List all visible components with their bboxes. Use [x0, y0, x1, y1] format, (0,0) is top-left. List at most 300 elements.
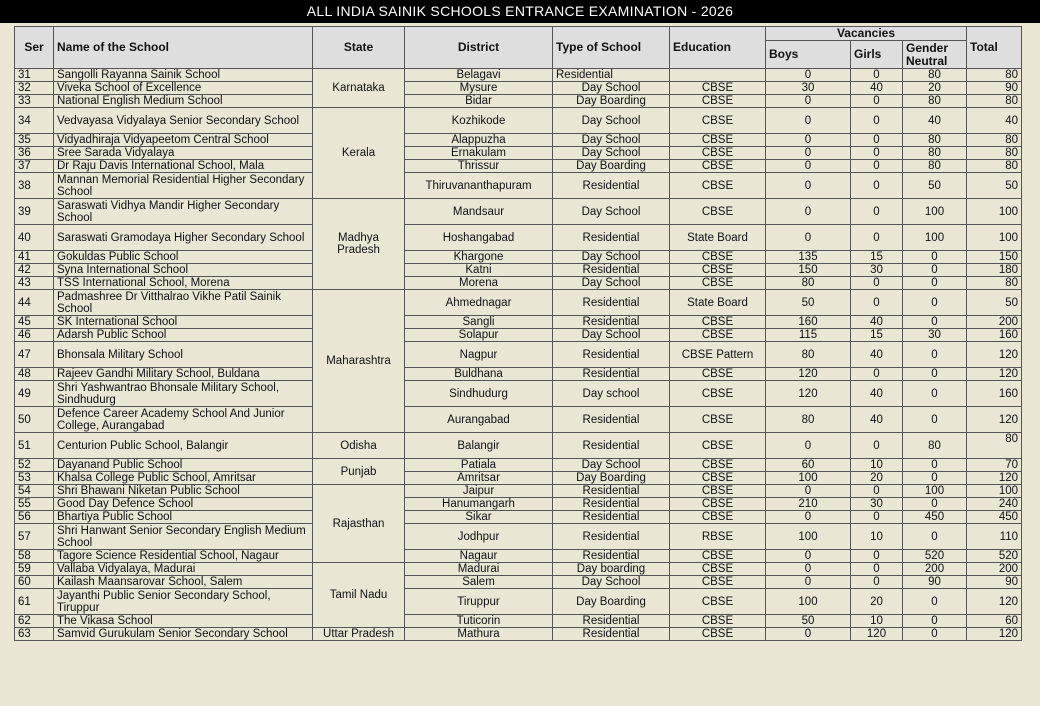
- cell-education: CBSE: [670, 550, 766, 563]
- cell-gender-neutral: 0: [903, 381, 967, 407]
- cell-type: Residential: [553, 433, 670, 459]
- cell-gender-neutral: 0: [903, 498, 967, 511]
- cell-type: Residential: [553, 173, 670, 199]
- table-row: [15, 290, 1022, 316]
- cell-ser: 62: [15, 615, 54, 628]
- cell-total: 60: [967, 615, 1022, 628]
- cell-type: Residential: [553, 511, 670, 524]
- cell-gender-neutral: 0: [903, 407, 967, 433]
- cell-district: Sindhudurg: [405, 381, 553, 407]
- cell-school-name: Vedvayasa Vidyalaya Senior Secondary School: [54, 108, 313, 134]
- cell-girls: 0: [851, 108, 903, 134]
- cell-education: CBSE: [670, 134, 766, 147]
- cell-school-name: Rajeev Gandhi Military School, Buldana: [54, 368, 313, 381]
- cell-ser: 57: [15, 524, 54, 550]
- cell-type: Day School: [553, 108, 670, 134]
- cell-type: Day School: [553, 576, 670, 589]
- cell-state: Punjab: [313, 459, 405, 485]
- cell-district: Sikar: [405, 511, 553, 524]
- cell-girls: 0: [851, 134, 903, 147]
- cell-ser: 60: [15, 576, 54, 589]
- cell-girls: 0: [851, 368, 903, 381]
- cell-girls: 10: [851, 615, 903, 628]
- cell-ser: 58: [15, 550, 54, 563]
- cell-ser: 44: [15, 290, 54, 316]
- cell-type: Residential: [553, 615, 670, 628]
- cell-boys: 0: [766, 563, 851, 576]
- cell-gender-neutral: 80: [903, 433, 967, 459]
- cell-girls: 20: [851, 589, 903, 615]
- cell-district: Alappuzha: [405, 134, 553, 147]
- cell-education: CBSE: [670, 459, 766, 472]
- table-row: [15, 199, 1022, 225]
- cell-boys: 135: [766, 251, 851, 264]
- cell-state: Uttar Pradesh: [313, 628, 405, 641]
- cell-district: Hoshangabad: [405, 225, 553, 251]
- table-row: [15, 225, 1022, 251]
- cell-gender-neutral: 100: [903, 225, 967, 251]
- cell-education: CBSE: [670, 381, 766, 407]
- cell-type: Day School: [553, 134, 670, 147]
- table-row: [15, 277, 1022, 290]
- table-row: [15, 550, 1022, 563]
- cell-education: CBSE: [670, 433, 766, 459]
- cell-gender-neutral: 0: [903, 589, 967, 615]
- cell-boys: 30: [766, 82, 851, 95]
- cell-type: Day School: [553, 329, 670, 342]
- page-title: ALL INDIA SAINIK SCHOOLS ENTRANCE EXAMINATION - 2026: [0, 0, 1040, 23]
- cell-education: CBSE: [670, 251, 766, 264]
- cell-school-name: National English Medium School: [54, 95, 313, 108]
- cell-gender-neutral: 0: [903, 472, 967, 485]
- cell-girls: 0: [851, 225, 903, 251]
- table-row: [15, 329, 1022, 342]
- cell-education: CBSE: [670, 108, 766, 134]
- cell-total: 240: [967, 498, 1022, 511]
- cell-school-name: Kailash Maansarovar School, Salem: [54, 576, 313, 589]
- cell-district: Balangir: [405, 433, 553, 459]
- cell-boys: 0: [766, 134, 851, 147]
- cell-school-name: Adarsh Public School: [54, 329, 313, 342]
- cell-total: 70: [967, 459, 1022, 472]
- cell-total: 80: [967, 277, 1022, 290]
- table-row: [15, 563, 1022, 576]
- cell-boys: 0: [766, 95, 851, 108]
- cell-district: Amritsar: [405, 472, 553, 485]
- table-row: [15, 95, 1022, 108]
- cell-district: Madurai: [405, 563, 553, 576]
- cell-girls: 15: [851, 251, 903, 264]
- cell-girls: 0: [851, 173, 903, 199]
- table-body: [15, 69, 1022, 641]
- cell-state: Odisha: [313, 433, 405, 459]
- cell-ser: 51: [15, 433, 54, 459]
- cell-education: RBSE: [670, 524, 766, 550]
- cell-school-name: Good Day Defence School: [54, 498, 313, 511]
- cell-district: Buldhana: [405, 368, 553, 381]
- cell-school-name: Dayanand Public School: [54, 459, 313, 472]
- cell-total: 120: [967, 589, 1022, 615]
- cell-education: CBSE: [670, 329, 766, 342]
- cell-girls: 40: [851, 82, 903, 95]
- cell-total: 80: [967, 433, 1022, 459]
- cell-type: Day Boarding: [553, 95, 670, 108]
- cell-type: Residential: [553, 485, 670, 498]
- cell-education: CBSE: [670, 82, 766, 95]
- cell-girls: 0: [851, 511, 903, 524]
- table-row: [15, 433, 1022, 459]
- cell-district: Nagaur: [405, 550, 553, 563]
- cell-total: 100: [967, 225, 1022, 251]
- table-row: [15, 628, 1022, 641]
- cell-education: CBSE: [670, 264, 766, 277]
- cell-district: Salem: [405, 576, 553, 589]
- cell-girls: 0: [851, 290, 903, 316]
- cell-school-name: TSS International School, Morena: [54, 277, 313, 290]
- cell-gender-neutral: 80: [903, 147, 967, 160]
- cell-gender-neutral: 0: [903, 290, 967, 316]
- cell-girls: 40: [851, 381, 903, 407]
- cell-type: Day School: [553, 251, 670, 264]
- cell-boys: 60: [766, 459, 851, 472]
- cell-gender-neutral: 450: [903, 511, 967, 524]
- cell-ser: 54: [15, 485, 54, 498]
- cell-type: Residential: [553, 342, 670, 368]
- cell-girls: 20: [851, 472, 903, 485]
- cell-state: Rajasthan: [313, 485, 405, 563]
- cell-total: 120: [967, 472, 1022, 485]
- cell-district: Ahmednagar: [405, 290, 553, 316]
- cell-type: Day Boarding: [553, 160, 670, 173]
- table-row: [15, 524, 1022, 550]
- cell-girls: 0: [851, 576, 903, 589]
- cell-state: Maharashtra: [313, 290, 405, 433]
- cell-state: Madhya Pradesh: [313, 199, 405, 290]
- cell-state: Kerala: [313, 108, 405, 199]
- cell-education: CBSE: [670, 472, 766, 485]
- cell-district: Mandsaur: [405, 199, 553, 225]
- cell-girls: 0: [851, 160, 903, 173]
- cell-girls: 0: [851, 277, 903, 290]
- cell-girls: 0: [851, 550, 903, 563]
- cell-gender-neutral: 40: [903, 108, 967, 134]
- cell-type: Day School: [553, 277, 670, 290]
- cell-girls: 0: [851, 433, 903, 459]
- table-row: [15, 459, 1022, 472]
- cell-gender-neutral: 0: [903, 342, 967, 368]
- schools-table: [14, 26, 1022, 641]
- cell-total: 160: [967, 329, 1022, 342]
- cell-boys: 115: [766, 329, 851, 342]
- cell-education: CBSE: [670, 563, 766, 576]
- cell-type: Residential: [553, 69, 670, 82]
- cell-gender-neutral: 520: [903, 550, 967, 563]
- cell-district: Belagavi: [405, 69, 553, 82]
- cell-school-name: Khalsa College Public School, Amritsar: [54, 472, 313, 485]
- cell-education: CBSE: [670, 95, 766, 108]
- cell-district: Tuticorin: [405, 615, 553, 628]
- cell-type: Day School: [553, 82, 670, 95]
- cell-ser: 38: [15, 173, 54, 199]
- cell-ser: 48: [15, 368, 54, 381]
- cell-type: Residential: [553, 628, 670, 641]
- cell-education: CBSE: [670, 576, 766, 589]
- cell-district: Khargone: [405, 251, 553, 264]
- cell-boys: 80: [766, 407, 851, 433]
- cell-total: 160: [967, 381, 1022, 407]
- table-row: [15, 134, 1022, 147]
- table-row: [15, 511, 1022, 524]
- cell-ser: 40: [15, 225, 54, 251]
- cell-ser: 45: [15, 316, 54, 329]
- cell-ser: 59: [15, 563, 54, 576]
- cell-education: CBSE: [670, 615, 766, 628]
- cell-girls: 30: [851, 264, 903, 277]
- cell-gender-neutral: 20: [903, 82, 967, 95]
- table-row: [15, 589, 1022, 615]
- cell-total: 120: [967, 368, 1022, 381]
- cell-district: Mathura: [405, 628, 553, 641]
- cell-ser: 63: [15, 628, 54, 641]
- cell-school-name: Saraswati Vidhya Mandir Higher Secondary School: [54, 199, 313, 225]
- cell-school-name: Tagore Science Residential School, Nagaur: [54, 550, 313, 563]
- cell-school-name: Bhonsala Military School: [54, 342, 313, 368]
- cell-girls: 0: [851, 69, 903, 82]
- cell-education: CBSE: [670, 589, 766, 615]
- cell-boys: 0: [766, 225, 851, 251]
- cell-total: 80: [967, 147, 1022, 160]
- cell-ser: 50: [15, 407, 54, 433]
- cell-gender-neutral: 100: [903, 199, 967, 225]
- cell-school-name: SK International School: [54, 316, 313, 329]
- cell-total: 100: [967, 199, 1022, 225]
- cell-total: 80: [967, 69, 1022, 82]
- cell-school-name: Padmashree Dr Vitthalrao Vikhe Patil Sainik School: [54, 290, 313, 316]
- cell-total: 200: [967, 316, 1022, 329]
- cell-boys: 80: [766, 277, 851, 290]
- table-row: [15, 576, 1022, 589]
- cell-total: 80: [967, 95, 1022, 108]
- cell-gender-neutral: 0: [903, 459, 967, 472]
- cell-education: CBSE: [670, 316, 766, 329]
- cell-boys: 50: [766, 290, 851, 316]
- cell-education: CBSE: [670, 407, 766, 433]
- cell-total: 450: [967, 511, 1022, 524]
- cell-type: Residential: [553, 524, 670, 550]
- cell-education: CBSE: [670, 368, 766, 381]
- header-girls: Girls: [851, 41, 903, 69]
- cell-gender-neutral: 0: [903, 251, 967, 264]
- cell-education: CBSE: [670, 199, 766, 225]
- cell-type: Day School: [553, 199, 670, 225]
- table-row: [15, 147, 1022, 160]
- cell-district: Patiala: [405, 459, 553, 472]
- cell-total: 80: [967, 134, 1022, 147]
- cell-girls: 0: [851, 199, 903, 225]
- cell-school-name: Syna International School: [54, 264, 313, 277]
- cell-boys: 80: [766, 342, 851, 368]
- cell-ser: 46: [15, 329, 54, 342]
- cell-school-name: The Vikasa School: [54, 615, 313, 628]
- cell-district: Bidar: [405, 95, 553, 108]
- cell-school-name: Centurion Public School, Balangir: [54, 433, 313, 459]
- cell-total: 150: [967, 251, 1022, 264]
- cell-education: CBSE: [670, 511, 766, 524]
- cell-school-name: Defence Career Academy School And Junior College, Aurangabad: [54, 407, 313, 433]
- cell-boys: 0: [766, 199, 851, 225]
- table-row: [15, 498, 1022, 511]
- schools-table-wrapper: [14, 26, 1022, 641]
- cell-ser: 34: [15, 108, 54, 134]
- cell-boys: 0: [766, 550, 851, 563]
- cell-boys: 0: [766, 511, 851, 524]
- cell-gender-neutral: 80: [903, 160, 967, 173]
- table-row: [15, 485, 1022, 498]
- cell-education: CBSE: [670, 628, 766, 641]
- cell-boys: 160: [766, 316, 851, 329]
- header-ser: Ser: [15, 27, 54, 69]
- cell-school-name: Dr Raju Davis International School, Mala: [54, 160, 313, 173]
- cell-type: Residential: [553, 407, 670, 433]
- cell-type: Residential: [553, 316, 670, 329]
- cell-gender-neutral: 50: [903, 173, 967, 199]
- cell-ser: 32: [15, 82, 54, 95]
- cell-type: Day School: [553, 147, 670, 160]
- cell-boys: 0: [766, 628, 851, 641]
- cell-total: 90: [967, 82, 1022, 95]
- cell-school-name: Jayanthi Public Senior Secondary School, Tiruppur: [54, 589, 313, 615]
- cell-education: CBSE: [670, 173, 766, 199]
- cell-total: 200: [967, 563, 1022, 576]
- cell-gender-neutral: 80: [903, 134, 967, 147]
- cell-total: 520: [967, 550, 1022, 563]
- cell-school-name: Shri Yashwantrao Bhonsale Military School, Sindhudurg: [54, 381, 313, 407]
- cell-education: CBSE: [670, 277, 766, 290]
- cell-state: Tamil Nadu: [313, 563, 405, 628]
- cell-district: Mysure: [405, 82, 553, 95]
- cell-total: 180: [967, 264, 1022, 277]
- cell-education: State Board: [670, 290, 766, 316]
- cell-school-name: Sangolli Rayanna Sainik School: [54, 69, 313, 82]
- cell-total: 40: [967, 108, 1022, 134]
- header-name: Name of the School: [54, 27, 313, 69]
- cell-total: 120: [967, 407, 1022, 433]
- table-row: [15, 82, 1022, 95]
- cell-gender-neutral: 0: [903, 277, 967, 290]
- table-row: [15, 160, 1022, 173]
- cell-ser: 39: [15, 199, 54, 225]
- cell-district: Jodhpur: [405, 524, 553, 550]
- cell-boys: 150: [766, 264, 851, 277]
- cell-gender-neutral: 30: [903, 329, 967, 342]
- cell-ser: 53: [15, 472, 54, 485]
- cell-state: Karnataka: [313, 69, 405, 108]
- cell-district: Jaipur: [405, 485, 553, 498]
- cell-ser: 42: [15, 264, 54, 277]
- cell-boys: 0: [766, 147, 851, 160]
- cell-type: Residential: [553, 550, 670, 563]
- cell-ser: 37: [15, 160, 54, 173]
- cell-boys: 100: [766, 589, 851, 615]
- table-row: [15, 316, 1022, 329]
- cell-ser: 41: [15, 251, 54, 264]
- cell-school-name: Shri Hanwant Senior Secondary English Medium School: [54, 524, 313, 550]
- cell-girls: 120: [851, 628, 903, 641]
- table-row: [15, 108, 1022, 134]
- cell-boys: 0: [766, 69, 851, 82]
- cell-ser: 55: [15, 498, 54, 511]
- cell-gender-neutral: 0: [903, 264, 967, 277]
- cell-district: Morena: [405, 277, 553, 290]
- cell-girls: 0: [851, 95, 903, 108]
- cell-school-name: Viveka School of Excellence: [54, 82, 313, 95]
- cell-district: Thrissur: [405, 160, 553, 173]
- cell-school-name: Mannan Memorial Residential Higher Secondary School: [54, 173, 313, 199]
- cell-ser: 47: [15, 342, 54, 368]
- table-row: [15, 173, 1022, 199]
- cell-school-name: Saraswati Gramodaya Higher Secondary School: [54, 225, 313, 251]
- cell-school-name: Bhartiya Public School: [54, 511, 313, 524]
- cell-boys: 0: [766, 433, 851, 459]
- cell-ser: 33: [15, 95, 54, 108]
- cell-type: Residential: [553, 225, 670, 251]
- cell-district: Katni: [405, 264, 553, 277]
- table-row: [15, 251, 1022, 264]
- cell-ser: 31: [15, 69, 54, 82]
- cell-girls: 40: [851, 342, 903, 368]
- cell-girls: 40: [851, 316, 903, 329]
- cell-education: CBSE: [670, 160, 766, 173]
- cell-type: Day boarding: [553, 563, 670, 576]
- cell-gender-neutral: 80: [903, 95, 967, 108]
- cell-gender-neutral: 0: [903, 368, 967, 381]
- cell-ser: 35: [15, 134, 54, 147]
- cell-ser: 36: [15, 147, 54, 160]
- cell-district: Hanumangarh: [405, 498, 553, 511]
- cell-district: Sangli: [405, 316, 553, 329]
- cell-total: 50: [967, 173, 1022, 199]
- cell-total: 120: [967, 342, 1022, 368]
- cell-district: Solapur: [405, 329, 553, 342]
- cell-district: Thiruvananthapuram: [405, 173, 553, 199]
- cell-boys: 0: [766, 108, 851, 134]
- cell-girls: 30: [851, 498, 903, 511]
- cell-type: Day Boarding: [553, 472, 670, 485]
- cell-girls: 0: [851, 563, 903, 576]
- table-row: [15, 407, 1022, 433]
- header-gender-neutral: Gender Neutral: [903, 41, 967, 69]
- cell-girls: 0: [851, 147, 903, 160]
- table-row: [15, 368, 1022, 381]
- header-total: Total: [967, 27, 1022, 69]
- cell-school-name: Sree Sarada Vidyalaya: [54, 147, 313, 160]
- cell-boys: 120: [766, 381, 851, 407]
- cell-gender-neutral: 0: [903, 316, 967, 329]
- cell-district: Kozhikode: [405, 108, 553, 134]
- table-row: [15, 264, 1022, 277]
- cell-boys: 210: [766, 498, 851, 511]
- table-row: [15, 381, 1022, 407]
- header-type: Type of School: [553, 27, 670, 69]
- cell-total: 110: [967, 524, 1022, 550]
- cell-total: 90: [967, 576, 1022, 589]
- cell-gender-neutral: 200: [903, 563, 967, 576]
- cell-type: Day school: [553, 381, 670, 407]
- cell-education: CBSE: [670, 485, 766, 498]
- cell-girls: 0: [851, 485, 903, 498]
- header-vacancies: Vacancies: [766, 27, 967, 41]
- cell-school-name: Vidyadhiraja Vidyapeetom Central School: [54, 134, 313, 147]
